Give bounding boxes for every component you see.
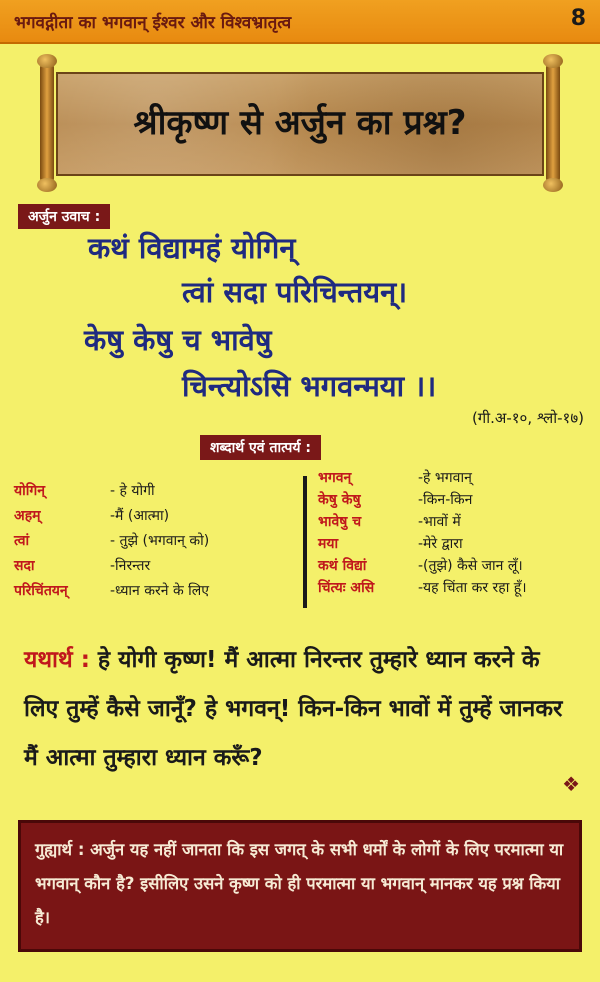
word-meaning-row xyxy=(14,528,282,553)
wm-def: -निरन्तर xyxy=(110,558,151,574)
title-scroll-banner xyxy=(40,58,560,190)
word-meaning-row xyxy=(318,466,598,488)
wm-def: -यह चिंता कर रहा हूँ। xyxy=(418,579,527,596)
word-meaning-row xyxy=(14,553,282,578)
word-meaning-row xyxy=(318,510,598,532)
word-meaning-left-column xyxy=(14,478,282,603)
wm-def: -हे भगवान् xyxy=(418,469,472,486)
ornament-diamond-icon: ❖ xyxy=(562,772,580,796)
scroll-rod-right xyxy=(546,62,560,184)
wm-def: -भावों में xyxy=(418,513,461,530)
wm-def: - तुझे (भगवान् को) xyxy=(110,533,210,549)
word-meaning-row xyxy=(318,532,598,554)
word-meaning-row xyxy=(318,488,598,510)
wm-term: योगिन् xyxy=(14,483,46,499)
verse-line-3: केषु केषु च भावेषु xyxy=(84,323,272,357)
banner-title: श्रीकृष्ण से अर्जुन का प्रश्न? xyxy=(133,103,467,143)
scroll-rod-left xyxy=(40,62,54,184)
wm-def: -मेरे द्वारा xyxy=(418,535,463,552)
verse-line-1: कथं विद्यामहं योगिन् xyxy=(88,231,296,265)
wm-term: चिंत्यः असि xyxy=(318,579,375,596)
wm-term: त्वां xyxy=(14,533,30,549)
header-bar xyxy=(0,0,600,44)
wm-term: भावेषु च xyxy=(318,513,362,530)
scroll-paper xyxy=(56,72,544,176)
yatharth-text: हे योगी कृष्ण! मैं आत्मा निरन्तर तुम्हारे ध्यान करने के लिए तुम्हें कैसे जानूँ? हे भगवन्! किन-किन भावों में तुम्हें जानकर मैं आत्मा तुम्हारा ध्यान करूँ? xyxy=(24,647,563,771)
wm-term: कथं विद्यां xyxy=(318,557,367,574)
speaker-label: अर्जुन उवाच : xyxy=(18,204,110,229)
page-number: 8 xyxy=(570,6,586,31)
wm-def: -किन-किन xyxy=(418,491,473,508)
wm-def: -ध्यान करने के लिए xyxy=(110,583,210,599)
header-title: भगवद्गीता का भगवान् ईश्वर और विश्वभ्रातृत्व xyxy=(14,13,292,33)
word-meaning-row xyxy=(14,478,282,503)
verse-reference: (गी.अ-१०, श्लो-१७) xyxy=(471,409,584,427)
word-meaning-row xyxy=(318,576,598,598)
word-meaning-right-column xyxy=(318,466,598,598)
wm-term: केषु केषु xyxy=(318,491,361,508)
yatharth-paragraph xyxy=(24,636,580,783)
verse-line-4: चिन्त्योऽसि भगवन्मया ।। xyxy=(182,369,437,403)
wm-term: मया xyxy=(318,535,339,552)
wm-def: - हे योगी xyxy=(110,483,155,499)
word-meaning-row xyxy=(318,554,598,576)
wm-term: अहम् xyxy=(14,508,41,524)
word-meaning-row xyxy=(14,578,282,603)
verse-line-2: त्वां सदा परिचिन्तयन्। xyxy=(182,275,408,309)
guhyarth-box xyxy=(18,820,582,952)
guhyarth-text: गुह्यार्थ : अर्जुन यह नहीं जानता कि इस जगत् के सभी धर्मों के लोगों के लिए परमात्मा या भगवान् कौन है? इसीलिए उसने कृष्ण को ही परमात्मा या भगवान् मानकर यह प्रश्न किया है। xyxy=(35,840,564,927)
column-divider xyxy=(303,476,307,608)
wm-def: -मैं (आत्मा) xyxy=(110,508,170,524)
wm-def: -(तुझे) कैसे जान लूँ। xyxy=(418,557,523,574)
word-meaning-row xyxy=(14,503,282,528)
wm-term: परिचिंतयन् xyxy=(14,583,68,599)
wm-term: सदा xyxy=(14,558,35,574)
word-meaning-label: शब्दार्थ एवं तात्पर्य : xyxy=(200,435,321,460)
wm-term: भगवन् xyxy=(318,469,352,486)
yatharth-label: यथार्थ : xyxy=(24,647,90,673)
